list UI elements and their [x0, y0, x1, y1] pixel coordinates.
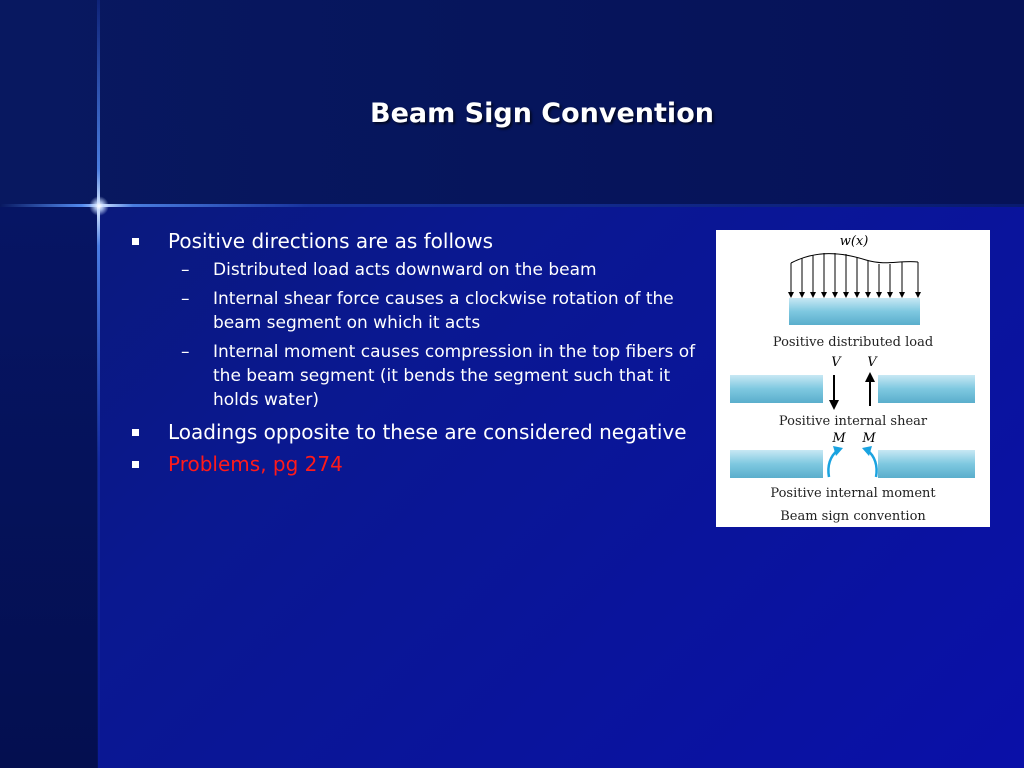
bullet-item [130, 417, 700, 447]
dash-icon: – [181, 342, 190, 362]
beam-segment [878, 450, 975, 478]
bullet-square-icon [132, 429, 139, 436]
moment-label-left: M [832, 431, 846, 446]
beam-segment [789, 298, 920, 325]
moment-label-right: M [862, 431, 876, 446]
dash-icon: – [181, 289, 190, 309]
bullet-list [130, 226, 700, 481]
slide-title: Beam Sign Convention [370, 98, 714, 129]
sparkle-icon [89, 196, 109, 216]
load-label: w(x) [839, 234, 869, 249]
horizontal-light-line [0, 204, 1024, 207]
bullet-text: Positive directions are as follows [168, 229, 494, 253]
shear-arrows [829, 372, 875, 410]
bullet-square-icon [132, 238, 139, 245]
beam-segment [730, 450, 823, 478]
vertical-light-line [97, 0, 100, 768]
bullet-text: Loadings opposite to these are considered negative [168, 420, 687, 444]
bullet-item [130, 226, 700, 256]
shear-label-left: V [831, 355, 841, 370]
beam-segment [730, 375, 823, 403]
shear-label-right: V [867, 355, 877, 370]
caption-moment: Positive internal moment [770, 486, 936, 501]
sub-bullet-text: Internal shear force causes a clockwise rotation of the beam segment on which it acts [213, 289, 674, 333]
dash-icon: – [181, 260, 190, 280]
sub-bullet-item [130, 340, 700, 412]
left-band [0, 207, 98, 768]
caption-shear: Positive internal shear [778, 414, 928, 429]
bullet-item-link[interactable] [130, 449, 700, 479]
sub-bullet-text: Internal moment causes compression in the top fibers of the beam segment (it bends the segment such that it holds water) [213, 342, 696, 410]
bullet-square-icon [132, 461, 139, 468]
beam-segment [878, 375, 975, 403]
sub-bullet-item [130, 258, 700, 282]
load-curve [791, 254, 918, 263]
problems-link[interactable]: Problems, pg 274 [168, 452, 343, 476]
sub-bullet-item [130, 287, 700, 335]
sub-bullet-text: Distributed load acts downward on the beam [213, 260, 597, 280]
caption-title: Beam sign convention [780, 509, 926, 524]
caption-load: Positive distributed load [772, 335, 934, 350]
load-arrows [788, 253, 921, 298]
beam-sign-convention-figure [716, 230, 990, 527]
